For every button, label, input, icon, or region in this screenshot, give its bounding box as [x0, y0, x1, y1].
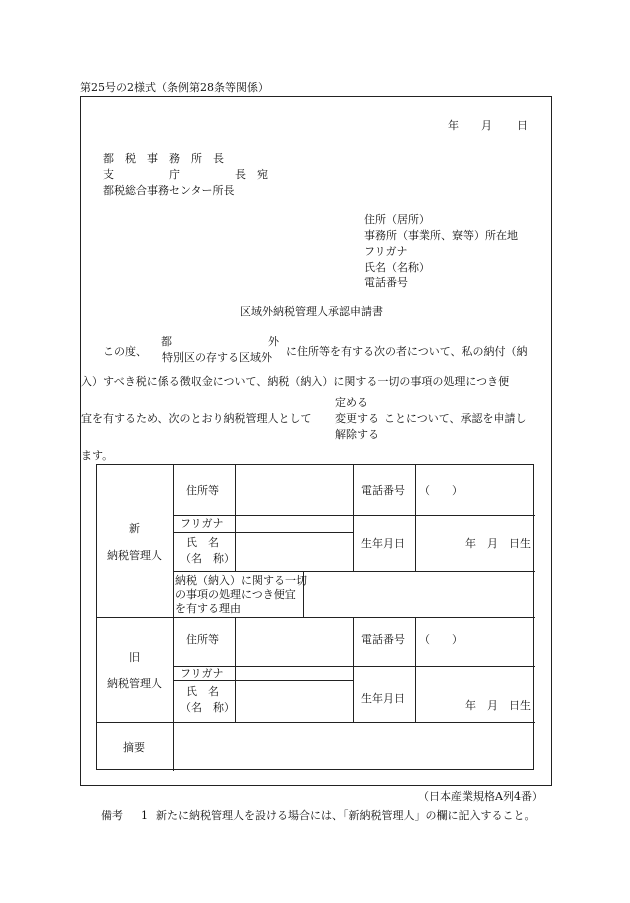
reason-label-2: の事項の処理につき便宜: [175, 588, 296, 601]
body-line1-end: に住所等を有する次の者について、私の納付（納: [286, 345, 528, 358]
new-manager-label-2: 納税管理人: [107, 549, 162, 562]
body-stack2-2: 変更する: [335, 412, 379, 425]
old-address-label: 住所等: [186, 633, 219, 646]
body-stack1-top-a: 都: [161, 335, 172, 348]
body-stack2-3: 解除する: [335, 428, 379, 441]
manager-table: [96, 464, 534, 770]
body-stack1-top-b: 外: [268, 335, 279, 348]
applicant-phone: 電話番号: [364, 276, 408, 289]
reason-label-3: を有する理由: [175, 602, 241, 615]
body-line3-end: ことについて、承認を申請し: [384, 412, 527, 425]
new-furigana-label: フリガナ: [180, 517, 224, 530]
addressee-line1: 都 税 事 務 所 長: [103, 152, 224, 165]
note-text: 新たに納税管理人を設ける場合には、「新納税管理人」の欄に記入すること。: [156, 809, 536, 822]
new-manager-label: 新: [129, 522, 140, 535]
applicant-office: 事務所（事業所、寮等）所在地: [364, 229, 518, 242]
old-manager-label: 旧: [129, 651, 140, 664]
body-line2: 入）すべき税に係る徴収金について、納税（納入）に関する一切の事項の処理につき便: [81, 375, 510, 388]
document-title: 区域外納税管理人承認申請書: [240, 305, 383, 318]
old-name-label: 氏 名: [186, 685, 219, 698]
applicant-furigana: フリガナ: [364, 245, 408, 258]
form-number: 第25号の2様式（条例第28条等関係）: [80, 81, 269, 94]
addressee-line2: 支 庁 長: [103, 168, 246, 181]
old-phone-label: 電話番号: [361, 633, 405, 646]
reason-label-1: 納税（納入）に関する一切: [175, 574, 307, 587]
new-name-label: 氏 名: [186, 536, 219, 549]
body-line3-start: 宜を有するため、次のとおり納税管理人として: [81, 412, 312, 425]
body-line1-start: この度、: [103, 345, 147, 358]
body-stack2-1: 定める: [335, 396, 368, 409]
addressee-line3: 都税総合事務センター所長: [103, 184, 235, 197]
new-address-label: 住所等: [186, 484, 219, 497]
old-furigana-label: フリガナ: [180, 667, 224, 680]
paper-standard: （日本産業規格A列4番）: [418, 790, 543, 803]
body-line4: ます。: [81, 449, 114, 462]
summary-label: 摘要: [123, 741, 145, 754]
new-address-value[interactable]: [242, 485, 347, 497]
body-stack1-bottom: 特別区の存する区域外: [162, 351, 272, 364]
applicant-address: 住所（居所）: [364, 213, 430, 226]
new-phone-value[interactable]: （ ）: [419, 484, 463, 497]
addressee-honorific: 宛: [257, 168, 268, 181]
old-name-label-2: （名 称）: [180, 701, 235, 714]
old-phone-value[interactable]: （ ）: [419, 633, 463, 646]
old-birth-label: 生年月日: [361, 692, 405, 705]
note-label: 備考: [101, 809, 123, 822]
date-day: 日: [517, 119, 528, 132]
new-birth-label: 生年月日: [361, 537, 405, 550]
new-phone-label: 電話番号: [361, 484, 405, 497]
date-month: 月: [481, 119, 492, 132]
applicant-name: 氏名（名称）: [364, 261, 430, 274]
note-number: 1: [141, 809, 148, 822]
old-manager-label-2: 納税管理人: [107, 677, 162, 690]
new-name-label-2: （名 称）: [180, 552, 235, 565]
old-birth-value[interactable]: 年 月 日生: [465, 699, 531, 712]
new-birth-value[interactable]: 年 月 日生: [465, 537, 531, 550]
date-year: 年: [448, 119, 459, 132]
